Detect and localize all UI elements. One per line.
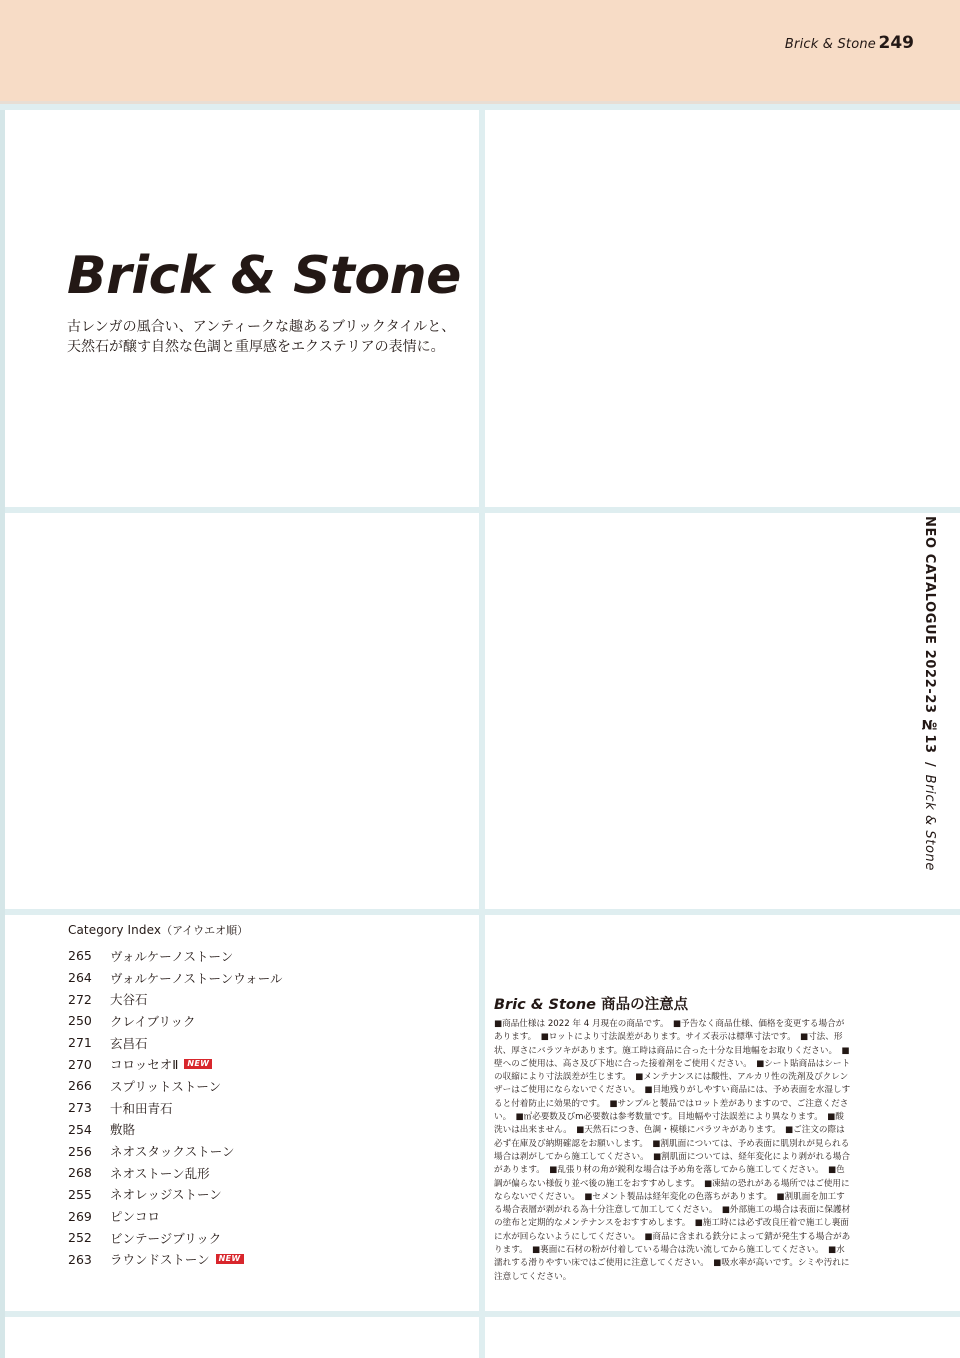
category-index-heading: Category Index [68, 923, 162, 937]
category-index-item [68, 1162, 283, 1184]
category-name: スプリットストーン [110, 1078, 222, 1094]
category-name: 玄昌石 [110, 1035, 148, 1051]
notes-body [494, 1018, 880, 1284]
photo-panel-top-left [5, 110, 479, 507]
category-index-subtitle: （アイウエオ順） [161, 924, 249, 937]
category-index-item [68, 1140, 283, 1162]
category-index-item [68, 1010, 283, 1032]
category-page-number: 270 [68, 1056, 92, 1072]
product-notes [494, 996, 880, 1284]
notes-line: ならないでください。 ■セメント製品は経年変化の色落ちがあります。 ■割肌面を加工す [494, 1191, 845, 1202]
category-page-number: 254 [68, 1121, 92, 1137]
photo-panel-bottom-right [485, 1317, 960, 1358]
category-index-item [68, 1075, 283, 1097]
notes-title-en: Bric & Stone [494, 997, 597, 1013]
label-separator: / [922, 761, 937, 767]
category-page-number: 269 [68, 1208, 92, 1224]
category-page-number: 263 [68, 1251, 92, 1267]
category-page-number: 272 [68, 991, 92, 1007]
category-page-number: 273 [68, 1100, 92, 1116]
category-name: ネオスタックストーン [110, 1144, 235, 1160]
category-index-list [68, 945, 283, 1270]
category-index-item [68, 1227, 283, 1249]
page-number: 249 [878, 33, 914, 53]
photo-panel-bottom-left [5, 1317, 479, 1358]
category-index-item [68, 967, 283, 989]
new-badge: NEW [216, 1254, 244, 1264]
category-index-item [68, 1205, 283, 1227]
notes-line: の塗布と定期的なメンテナンスをおすすめします。 ■施工時には必ず改良圧着で施工し裏面 [494, 1218, 849, 1229]
category-index-item [68, 1032, 283, 1054]
category-name: 十和田青石 [110, 1100, 173, 1116]
notes-line: る場合表層が剥がれる為十分注意して加工してください。 ■外部施工の場合は表面に保護材 [494, 1205, 851, 1216]
category-index-title [68, 922, 283, 939]
category-index-item [68, 945, 283, 967]
category-page-number: 271 [68, 1035, 92, 1051]
notes-line: あります。 ■ロットにより寸法誤差があります。サイズ表示は標準寸法です。 ■寸法、形 [494, 1032, 843, 1043]
category-name: ラウンドストーン [110, 1252, 210, 1268]
notes-line: い。 ■㎡必要数及びm必要数は参考数量です。目地幅や寸法誤差により異なります。 ■酸 [494, 1112, 844, 1123]
category-index [68, 922, 283, 1270]
notes-line: 濡れする滑りやすい床ではご使用に注意してください。 ■吸水率が高いです。シミや汚れに [494, 1258, 850, 1269]
category-page-number: 266 [68, 1078, 92, 1094]
intro-line: 古レンガの風合い、アンティークな趣あるブリックタイルと、 [67, 319, 456, 335]
category-page-number: 256 [68, 1143, 92, 1159]
notes-line: 注意してください。 [494, 1271, 572, 1282]
side-catalogue-label [921, 516, 937, 871]
notes-line: 必ず在庫及び納期確認をお願いします。 ■割肌面については、予め表面に肌別れが見られる [494, 1138, 850, 1149]
notes-line: 状、厚さにバラツキがあります。施工時は商品に合った十分な目地幅をお取りください。 ■ [494, 1045, 850, 1056]
notes-line: 調が偏らない様仮り並べ後の施工をおすすめします。 ■凍結の恐れがある場所ではご使用に [494, 1178, 850, 1189]
category-name: ピンコロ [110, 1209, 161, 1225]
running-title: Brick & Stone [784, 37, 876, 52]
category-page-number: 268 [68, 1165, 92, 1181]
notes-line: の収縮により寸法誤差が生じます。 ■メンテナンスには酸性、アルカリ性の洗剤及びクレン [494, 1072, 849, 1083]
notes-line: 壁へのご使用は、高さ及び下地に合った接着剤をご使用ください。 ■シート貼商品はシート [494, 1058, 851, 1069]
new-badge: NEW [184, 1059, 212, 1069]
catalogue-name: NEO CATALOGUE 2022-23 №13 [922, 516, 937, 754]
category-name: ネオストーン乱形 [110, 1165, 210, 1181]
notes-line: ■商品仕様は 2022 年 4 月現在の商品です。 ■予告なく商品仕様、価格を変更する場合が [494, 1019, 845, 1029]
category-index-item [68, 1119, 283, 1141]
category-name: 大谷石 [110, 992, 148, 1008]
category-page-number: 255 [68, 1186, 92, 1202]
category-index-item [68, 1249, 283, 1271]
category-index-item [68, 1053, 283, 1075]
photo-panel-middle-left [5, 513, 479, 909]
header-band [0, 0, 960, 104]
notes-title-ja: 商品の注意点 [596, 997, 689, 1013]
category-index-item [68, 1184, 283, 1206]
notes-line: があります。 ■乱張り材の角が鋭利な場合は予め角を落してから施工してください。 ■色 [494, 1165, 845, 1176]
notes-line: ると付着防止に効果的です。 ■サンプルと製品ではロット差がありますので、ご注意くださ [494, 1098, 849, 1109]
category-page-number: 264 [68, 970, 92, 986]
page-title: Brick & Stone [67, 246, 461, 306]
category-name: ヴォルケーノストーン [110, 948, 234, 964]
notes-line: に水が回らないようにしてください。 ■商品に含まれる鉄分によって錆が発生する場合があ [494, 1231, 851, 1242]
category-name: ビンテージブリック [110, 1230, 222, 1246]
photo-panel-top-right [485, 110, 960, 507]
category-index-item [68, 988, 283, 1010]
category-name: クレイブリック [110, 1013, 196, 1029]
notes-line: ります。 ■裏面に石材の粉が付着している場合は洗い流してから施工してください。 ■水 [494, 1245, 845, 1256]
notes-line: ザーはご使用にならないでください。 ■目地残りがしやすい商品には、予め表面を水湿しす [494, 1085, 851, 1096]
notes-line: 場合は剥がしてから施工してください。 ■割肌面については、経年変化により剥がれる場合 [494, 1151, 850, 1162]
category-name: 敷賂 [110, 1122, 136, 1138]
notes-line: 洗いは出来ません。 ■天然石につき、色調・模様にバラツキがあります。 ■ご注文の際は [494, 1125, 845, 1136]
section-name: Brick & Stone [922, 774, 937, 871]
category-name: ネオレッジストーン [110, 1187, 222, 1203]
notes-title [494, 996, 880, 1014]
category-page-number: 250 [68, 1013, 92, 1029]
category-page-number: 252 [68, 1230, 92, 1246]
intro-text [67, 317, 477, 357]
category-name: ヴォルケーノストーンウォール [110, 970, 283, 986]
photo-panel-middle-right [485, 513, 960, 909]
category-page-number: 265 [68, 948, 92, 964]
category-index-item [68, 1097, 283, 1119]
category-name: コロッセオⅡ [110, 1057, 179, 1073]
intro-line: 天然石が醸す自然な色調と重厚感をエクステリアの表情に。 [67, 339, 445, 355]
